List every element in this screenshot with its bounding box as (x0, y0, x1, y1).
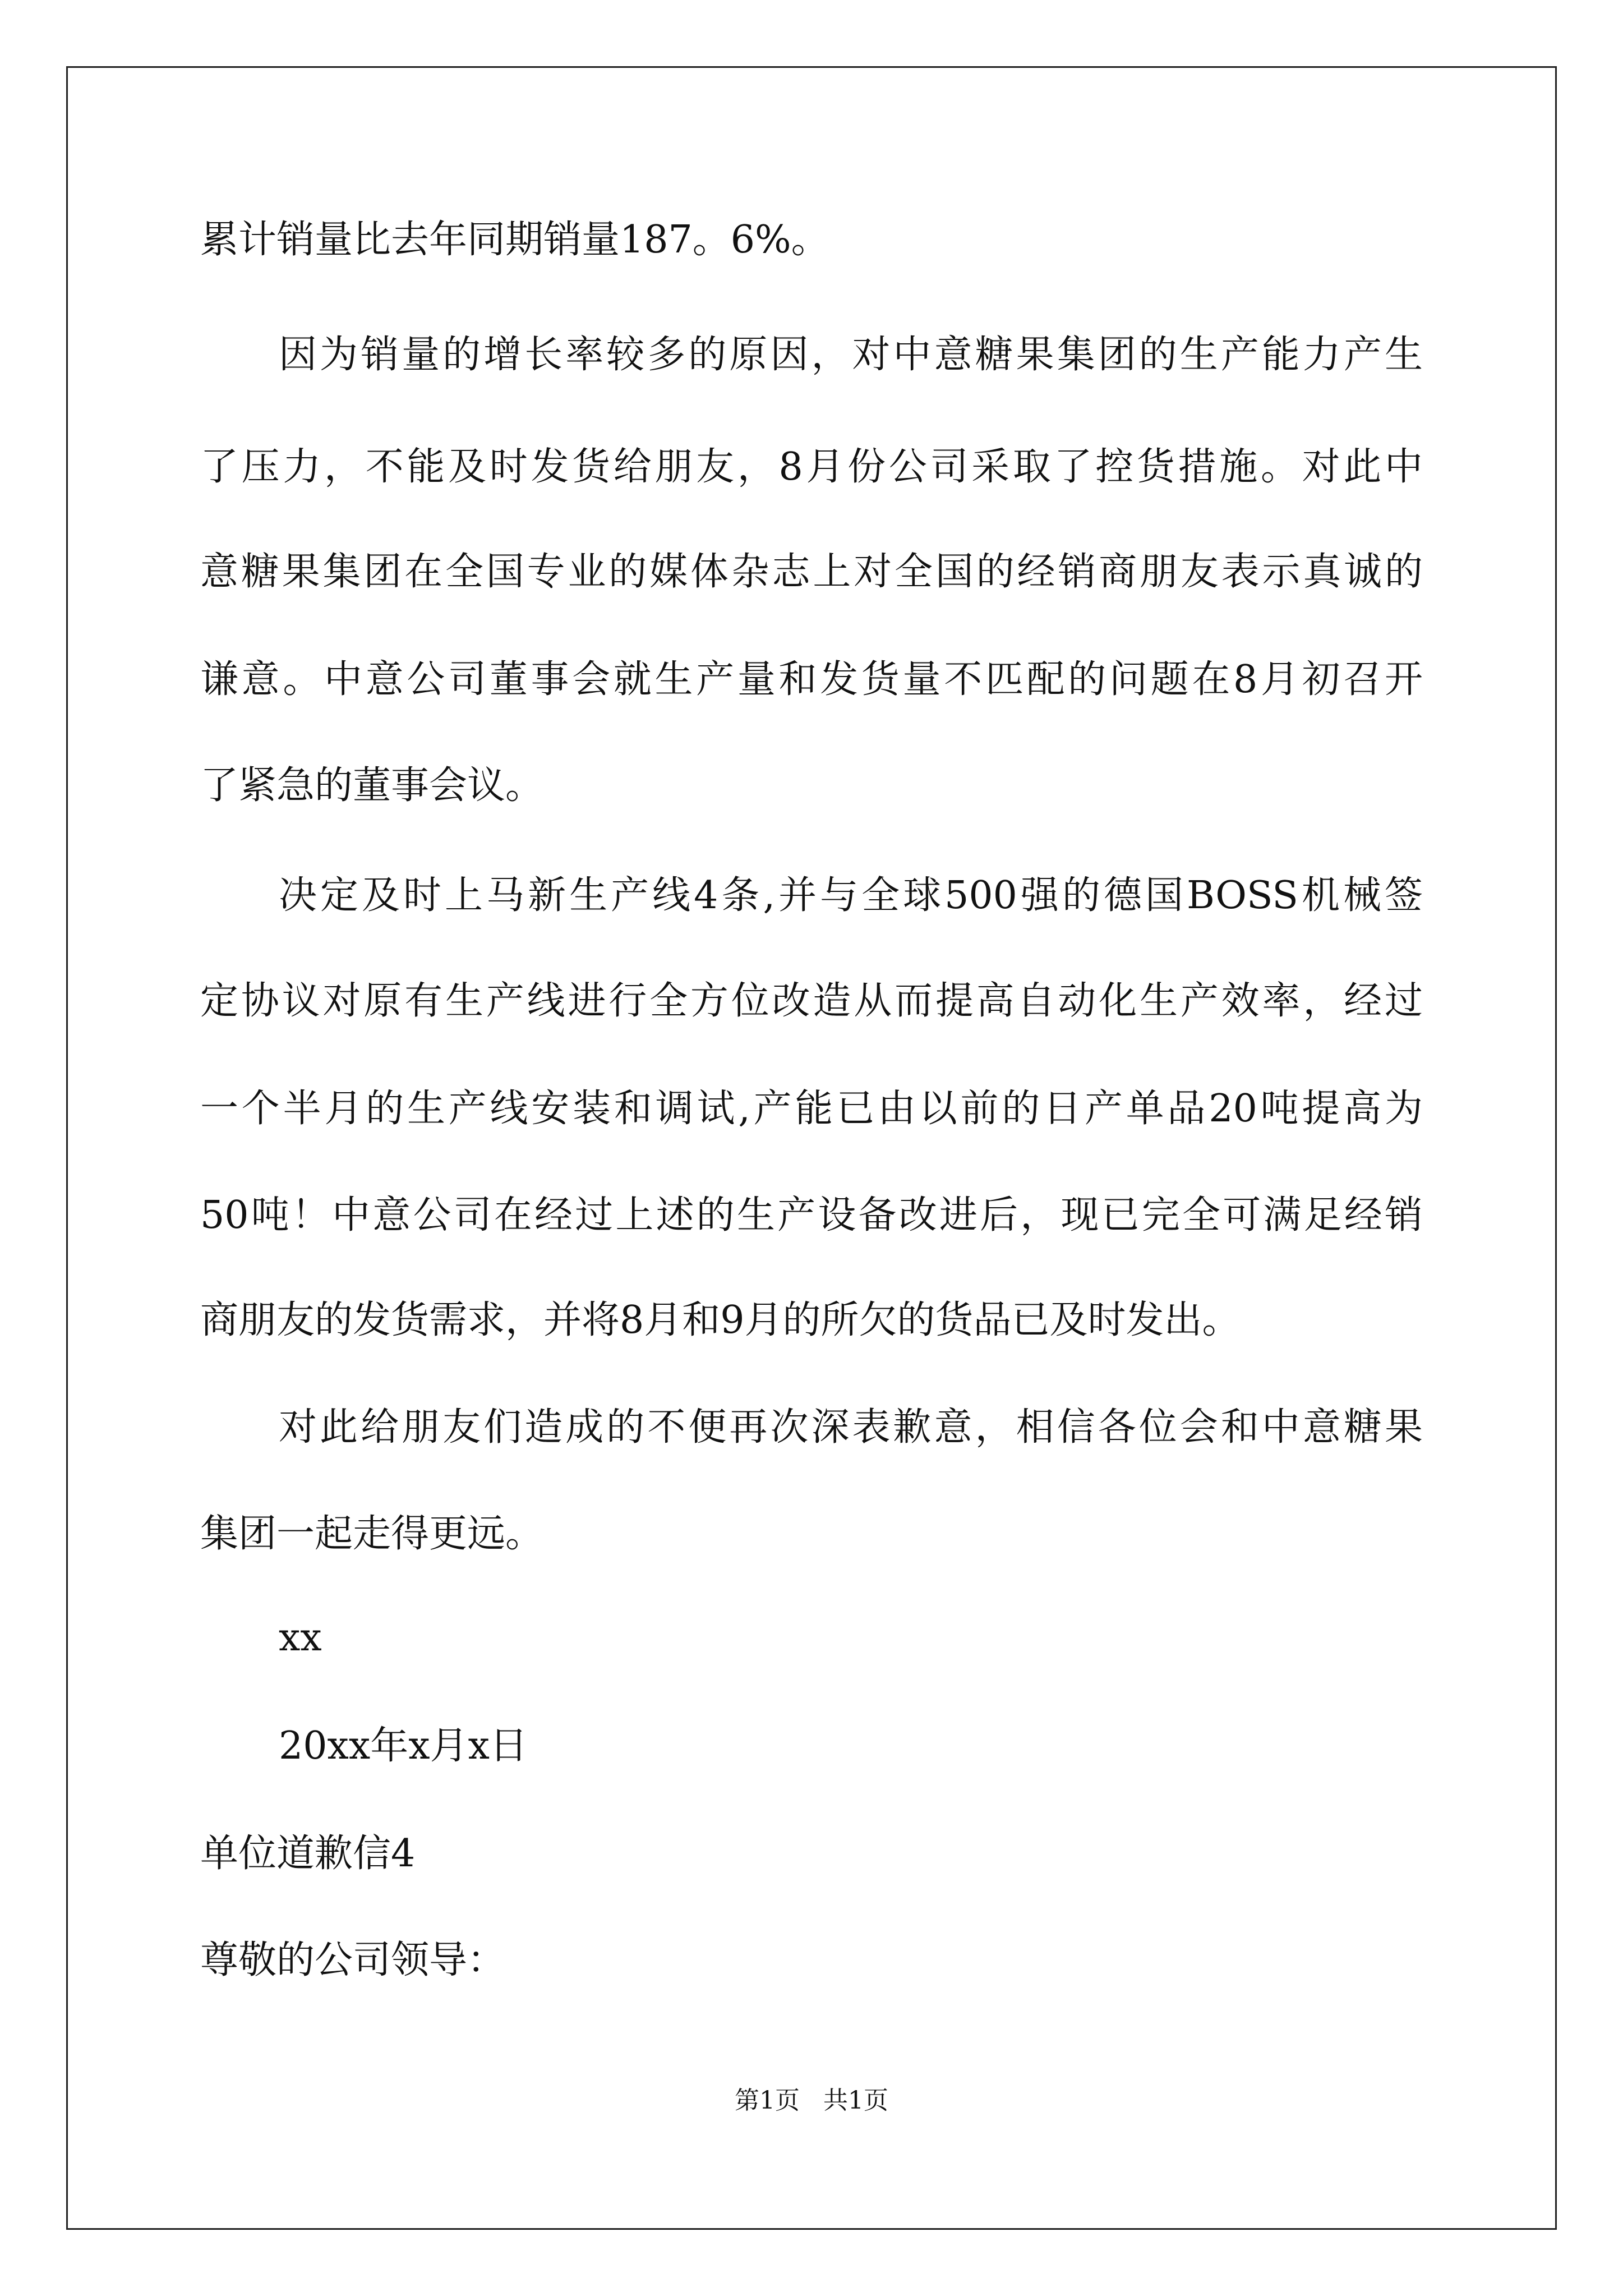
paragraph-line-11: 商朋友的发货需求，并将8月和9月的所欠的货品已及时发出。 (200, 1298, 1241, 1342)
page-border (66, 66, 1557, 2230)
page-total-label: 共1页 (823, 2086, 888, 2115)
paragraph-line-4: 意糖果集团在全国专业的媒体杂志上对全国的经销商朋友表示真诚的 (200, 550, 1423, 594)
paragraph-line-5: 谦意。中意公司董事会就生产量和发货量不匹配的问题在8月初召开 (200, 657, 1423, 702)
paragraph-line-7: 决定及时上马新生产线4条,并与全球500强的德国BOSS机械签 (279, 873, 1423, 918)
paragraph-line-2: 因为销量的增长率较多的原因，对中意糖果集团的生产能力产生 (279, 333, 1423, 377)
signature-name: xx (279, 1616, 322, 1660)
signature-date: 20xx年x月x日 (279, 1724, 528, 1768)
section-heading: 单位道歉信4 (200, 1832, 416, 1876)
paragraph-line-1: 累计销量比去年同期销量187。6%。 (200, 218, 829, 262)
paragraph-line-12: 对此给朋友们造成的不便再次深表歉意，相信各位会和中意糖果 (279, 1405, 1423, 1450)
salutation: 尊敬的公司领导： (200, 1938, 506, 1982)
page-current-label: 第1页 (735, 2086, 800, 2115)
paragraph-line-3: 了压力，不能及时发货给朋友，8月份公司采取了控货措施。对此中 (200, 445, 1423, 489)
paragraph-line-6: 了紧急的董事会议。 (200, 763, 544, 808)
paragraph-line-9: 一个半月的生产线安装和调试,产能已由以前的日产单品20吨提高为 (200, 1087, 1423, 1131)
paragraph-line-10: 50吨！中意公司在经过上述的生产设备改进后，现已完全可满足经销 (200, 1193, 1423, 1237)
paragraph-line-8: 定协议对原有生产线进行全方位改造从而提高自动化生产效率，经过 (200, 979, 1423, 1023)
paragraph-line-13: 集团一起走得更远。 (200, 1512, 544, 1556)
page-footer (0, 2084, 1623, 2118)
